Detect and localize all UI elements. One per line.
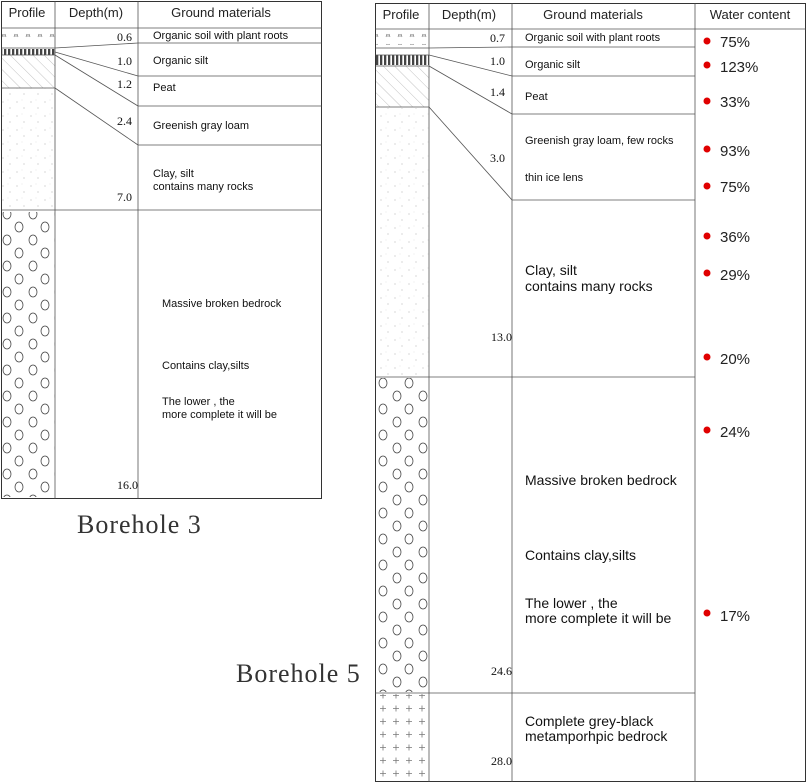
b5-material-2: Peat: [525, 91, 548, 103]
water-value-9: 17%: [720, 608, 751, 625]
b3-material-4-line-2: contains many rocks: [153, 181, 254, 193]
b5-depth-0: 0.7: [490, 31, 505, 45]
b5-material-5-line-4: more complete it will be: [525, 610, 672, 626]
water-value-3: 93%: [720, 143, 751, 160]
b5-profile-organic-silt: [376, 55, 429, 65]
water-dot-4: [704, 183, 711, 190]
b3-depth-4: 7.0: [117, 190, 132, 204]
b3-profile-bedrock: [2, 212, 55, 497]
b5-header-depth: Depth(m): [441, 7, 497, 22]
b5-profile-peat: [376, 66, 429, 107]
b5-header-materials: Ground materials: [543, 7, 643, 22]
b3-material-5-line-1: Massive broken bedrock: [162, 298, 282, 310]
b5-material-4-line-1: Clay, silt: [525, 262, 577, 278]
b3-material-5-line-4: more complete it will be: [162, 409, 277, 421]
b3-material-0: Organic soil with plant roots: [153, 30, 289, 42]
b5-material-6-line-1: Complete grey-black: [525, 713, 654, 729]
b5-frame: [376, 4, 806, 782]
b5-header-water: Water content: [709, 7, 791, 22]
b3-depth-5: 16.0: [117, 478, 138, 492]
water-value-8: 24%: [720, 424, 751, 441]
b3-depth-3: 2.4: [117, 114, 132, 128]
water-dot-1: [704, 62, 711, 69]
b5-depth-6: 28.0: [491, 754, 512, 768]
b5-material-3-line-2: thin ice lens: [525, 172, 584, 184]
b3-header-depth: Depth(m): [68, 5, 124, 20]
b5-depth-3: 3.0: [490, 151, 505, 165]
b5-profile-organic-soil: [376, 33, 429, 45]
b5-material-4-line-2: contains many rocks: [525, 278, 653, 294]
b5-material-5-line-2: Contains clay,silts: [525, 547, 637, 563]
b5-material-1: Organic silt: [525, 59, 581, 71]
water-dot-9: [704, 610, 711, 617]
b3-profile-clay-silt: [2, 88, 55, 210]
b3-profile-organic-soil: [2, 31, 55, 43]
b3-header-profile: Profile: [8, 5, 46, 20]
b3-material-3: Greenish gray loam: [153, 120, 249, 132]
b3-material-1: Organic silt: [153, 55, 209, 67]
b3-title: Borehole 3: [77, 510, 202, 539]
b3-profile-organic-silt: [2, 49, 55, 55]
water-value-2: 33%: [720, 94, 751, 111]
water-value-6: 29%: [720, 267, 751, 284]
water-dot-8: [704, 427, 711, 434]
water-value-1: 123%: [720, 59, 759, 76]
water-value-5: 36%: [720, 229, 751, 246]
b3-depth-2: 1.2: [117, 77, 132, 91]
b3-depth-0: 0.6: [117, 30, 132, 44]
b5-material-5-line-3: The lower , the: [525, 595, 618, 611]
water-value-0: 75%: [720, 34, 751, 51]
b5-depth-4: 13.0: [491, 330, 512, 344]
b5-title: Borehole 5: [236, 659, 361, 688]
b3-header-materials: Ground materials: [171, 5, 271, 20]
b3-material-4-line-1: Clay, silt: [153, 168, 194, 180]
b5-header-profile: Profile: [382, 7, 420, 22]
b5-material-3-line-1: Greenish gray loam, few rocks: [525, 135, 674, 147]
b5-material-6-line-2: metamporhpic bedrock: [525, 728, 668, 744]
water-dot-0: [704, 38, 711, 45]
water-dot-3: [704, 146, 711, 153]
water-dot-7: [704, 354, 711, 361]
b3-depth-1: 1.0: [117, 54, 132, 68]
water-value-4: 75%: [720, 179, 751, 196]
b5-depth-1: 1.0: [490, 54, 505, 68]
water-dot-2: [704, 98, 711, 105]
b5-profile-bedrock: [376, 378, 429, 692]
b5-profile-clay-silt: [376, 108, 429, 376]
b5-depth-5: 24.6: [491, 664, 512, 678]
b3-material-5-line-3: The lower , the: [162, 396, 235, 408]
water-dot-6: [704, 270, 711, 277]
b5-depth-2: 1.4: [490, 85, 505, 99]
water-content-column: [704, 34, 759, 625]
borehole-3: [2, 2, 322, 540]
b5-material-5-line-1: Massive broken bedrock: [525, 472, 677, 488]
water-dot-5: [704, 233, 711, 240]
b3-material-2: Peat: [153, 82, 176, 94]
b5-profile-metamorphic: [376, 694, 429, 780]
b3-material-5-line-2: Contains clay,silts: [162, 360, 250, 372]
water-value-7: 20%: [720, 351, 751, 368]
b3-profile-peat: [2, 55, 55, 88]
b5-material-0: Organic soil with plant roots: [525, 32, 661, 44]
